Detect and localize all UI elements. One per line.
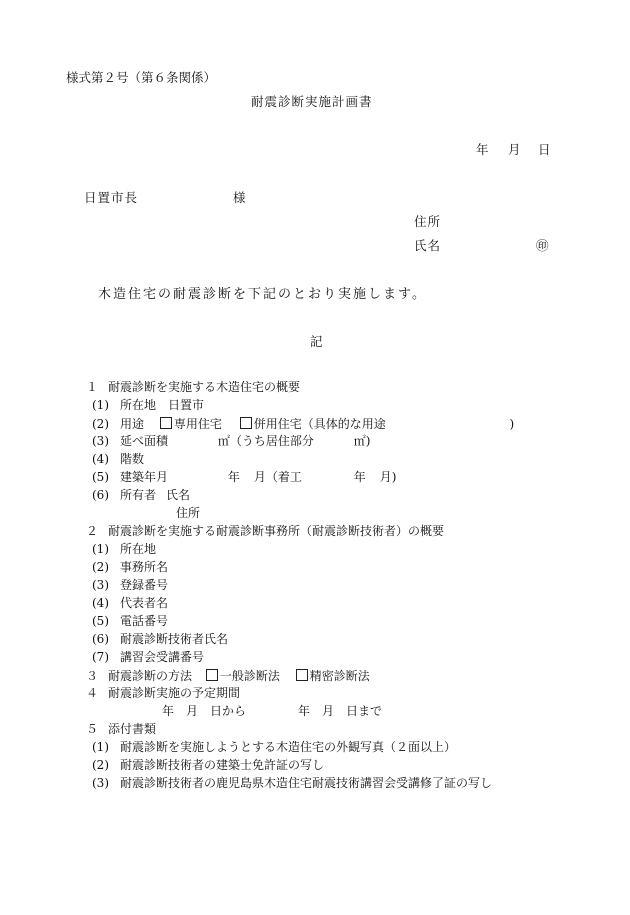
section1-item-built-date: (5) 建築年月 年 月（着工 年 月) [92, 470, 397, 484]
seal-mark: ㊞ [536, 238, 549, 253]
addressee-name: 日置市長 [84, 190, 139, 205]
applicant-address-label: 住所 [414, 214, 442, 229]
section2-heading: ２ 耐震診断を実施する耐震診断事務所（耐震診断技術者）の概要 [86, 524, 445, 538]
section2-item: (4) 代表者名 [92, 596, 169, 610]
ki-heading: 記 [310, 334, 323, 349]
use-checkbox-dedicated[interactable]: 専用住宅 [160, 417, 222, 431]
statement: 木造住宅の耐震診断を下記のとおり実施します。 [98, 287, 427, 302]
method-checkbox-general[interactable]: 一般診断法 [206, 669, 280, 683]
section2-item: (2) 事務所名 [92, 560, 169, 574]
section3-heading: ３ 耐震診断の方法 一般診断法 精密診断法 [86, 669, 370, 683]
section1-item-floor-area: (3) 延べ面積 ㎡（うち居住部分 ㎡) [92, 434, 371, 448]
document-title: 耐震診断実施計画書 [251, 94, 373, 109]
section1-item-use: (2) 用途 専用住宅 併用住宅（具体的な用途 ) [92, 417, 515, 431]
method-checkbox-precise[interactable]: 精密診断法 [296, 669, 370, 683]
section2-item: (6) 耐震診断技術者氏名 [92, 632, 229, 646]
addressee-honorific: 様 [233, 190, 246, 205]
date-year: 年 [476, 142, 489, 157]
form-number: 様式第２号（第６条関係） [66, 70, 217, 85]
period-to: 年 月 日まで [298, 704, 383, 718]
attachment-item: (1) 耐震診断を実施しようとする木造住宅の外観写真（２面以上） [92, 740, 457, 754]
attachment-item: (2) 耐震診断技術者の建築士免許証の写し [92, 758, 325, 772]
section2-item: (7) 講習会受講番号 [92, 650, 205, 664]
date-day: 日 [538, 142, 551, 157]
section1-item-owner: (6) 所有者 氏名 [92, 488, 191, 502]
section2-item: (1) 所在地 [92, 542, 157, 556]
section1-owner-address: 住所 [176, 506, 201, 520]
use-checkbox-combined[interactable]: 併用住宅（具体的な用途 [240, 417, 386, 431]
section2-item: (3) 登録番号 [92, 578, 169, 592]
applicant-name-label: 氏名 [414, 238, 442, 253]
section1-item-floors: (4) 階数 [92, 452, 145, 466]
section1-item-location: (1) 所在地 日置市 [92, 398, 205, 412]
section5-heading: ５ 添付書類 [86, 722, 157, 736]
attachment-item: (3) 耐震診断技術者の鹿児島県木造住宅耐震技術講習会受講修了証の写し [92, 776, 493, 790]
date-month: 月 [508, 142, 521, 157]
section2-item: (5) 電話番号 [92, 614, 169, 628]
period-from: 年 月 日から [162, 704, 247, 718]
section1-heading: １ 耐震診断を実施する木造住宅の概要 [86, 380, 301, 394]
section4-heading: ４ 耐震診断実施の予定期間 [86, 686, 241, 700]
